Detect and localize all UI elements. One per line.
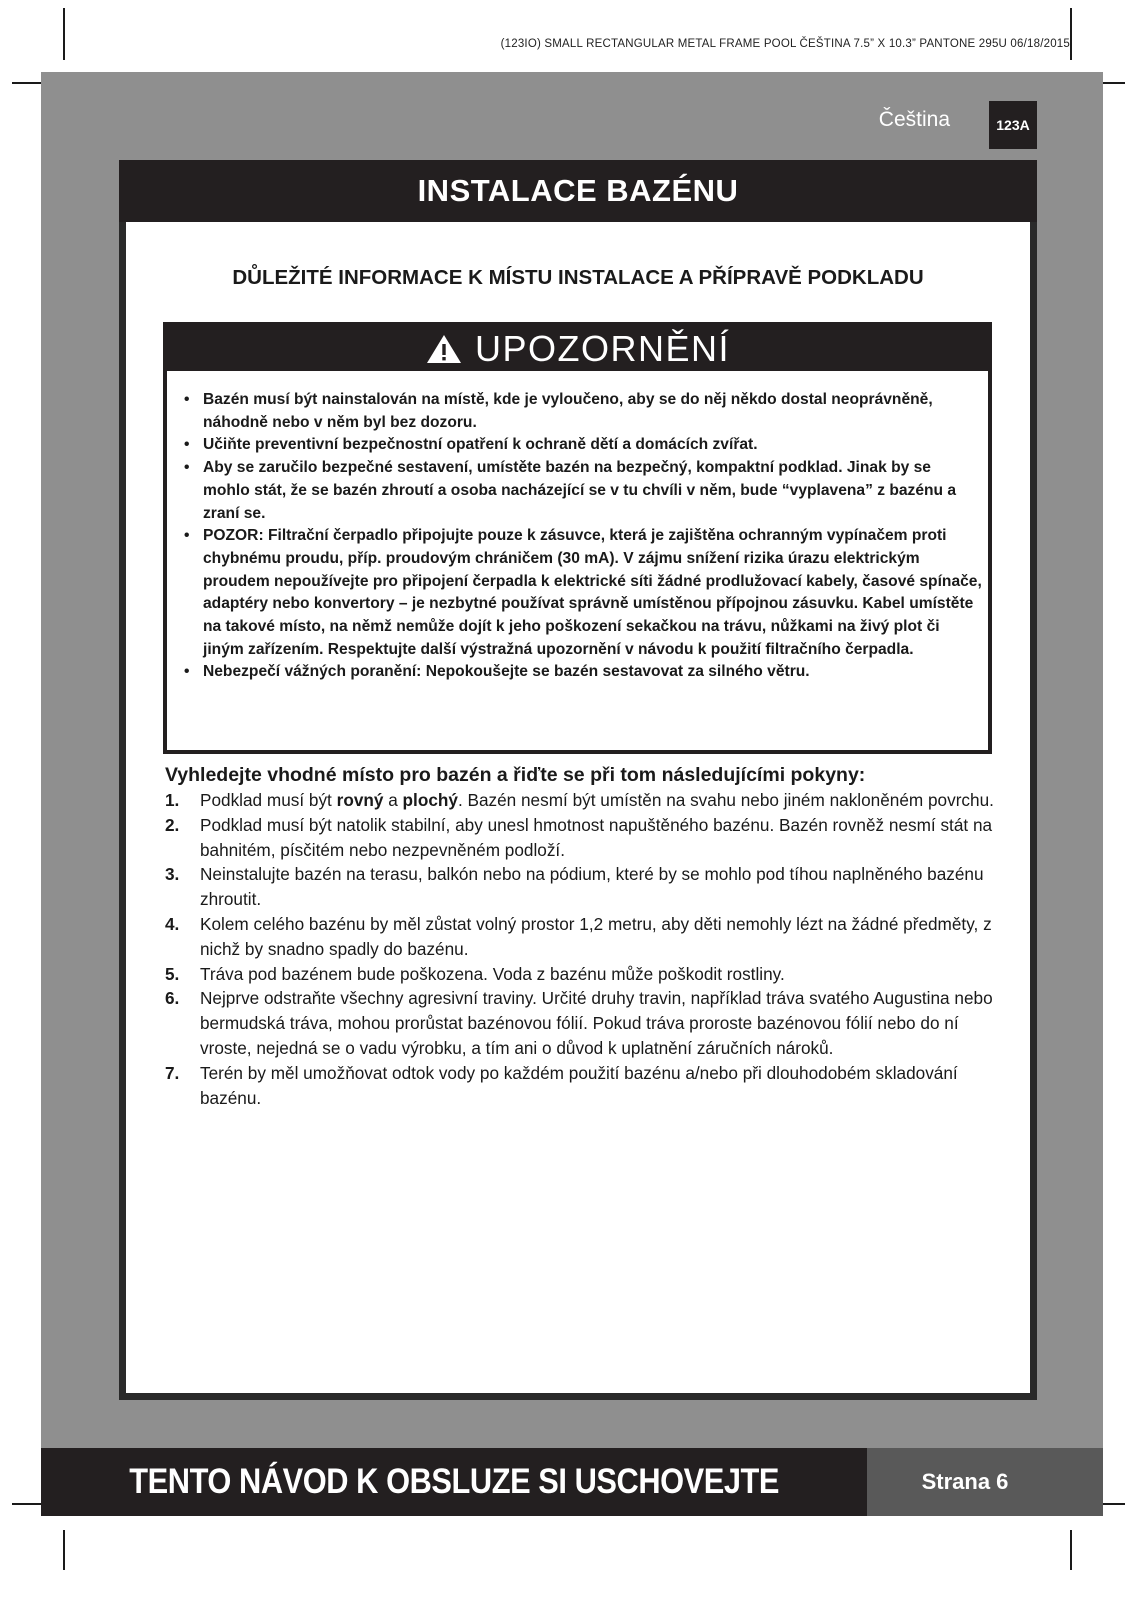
language-code-badge: 123A [989, 101, 1037, 149]
list-item: 5. Tráva pod bazénem bude poškozena. Voda z bazénu může poškodit rostliny. [165, 963, 785, 984]
site-instructions [165, 764, 995, 1110]
keep-manual-banner [41, 1448, 867, 1516]
crop-mark [1070, 1530, 1072, 1570]
list-item: 2. Podklad musí být natolik stabilní, aby unesl hmotnost napuštěného bazénu. Bazén rovněž nesmí stát na bahnitém, písčitém nebo nezpevněném podloží. [165, 814, 993, 860]
warning-box [163, 322, 992, 754]
warning-triangle-icon [425, 333, 463, 365]
crop-mark [1070, 8, 1072, 60]
list-item: 1. Podklad musí být rovný a plochý. Bazén nesmí být umístěn na svahu nebo jiném nakloněném povrchu. [165, 790, 994, 810]
warning-header [167, 326, 988, 371]
list-item: • Bazén musí být nainstalován na místě, kde je vyloučeno, aby se do něj někdo dostal neoprávněně, náhodně nebo v něm byl bez dozoru. [184, 391, 933, 431]
section-subheading: DŮLEŽITÉ INFORMACE K MÍSTU INSTALACE A PŘÍPRAVĚ PODKLADU [232, 266, 924, 289]
list-item: • Nebezpečí vážných poranění: Nepokoušejte se bazén sestavovat za silného větru. [184, 663, 810, 681]
list-item: • Učiňte preventivní bezpečnostní opatření k ochraně dětí a domácích zvířat. [184, 436, 758, 454]
print-info: (123IO) SMALL RECTANGULAR METAL FRAME POOL ČEŠTINA 7.5” X 10.3” PANTONE 295U 06/18/2015 [500, 38, 1070, 50]
list-item: • POZOR: Filtrační čerpadlo připojujte pouze k zásuvce, která je zajištěna ochranným vypínačem proti chybnému proudu, příp. proudovým chráničem (30 mA). V zájmu snížení rizika úrazu elektrickým proudem nepoužívejte pro připojení čerpadla k elektrické síti žádné prodlužovací kabely, časové spínače, adaptéry nebo konvertory – je nezbytné používat správně umístěnou přípojnou zásuvku. Kabel umístěte na takové místo, na němž nemůže dojít k jeho poškození sekačkou na trávu, nůžkami na živý plot či jiným zařízením. Respektujte další výstražná upozornění v návodu k použití filtračního čerpadla. [184, 527, 982, 658]
list-item: • Aby se zaručilo bezpečné sestavení, umístěte bazén na bezpečný, kompaktní podklad. Jinak by se mohlo stát, že se bazén zhroutí a osoba nacházející se v tu chvíli v něm, bude “vyplavena” z bazénu a zraní se. [184, 459, 957, 522]
steps-list [165, 788, 995, 1110]
page-number: Strana 6 [867, 1448, 1103, 1516]
warning-list [167, 371, 988, 684]
language-label: Čeština [878, 108, 950, 131]
page-title: INSTALACE BAZÉNU [119, 160, 1037, 222]
list-item: 6. Nejprve odstraňte všechny agresivní traviny. Určité druhy travin, například tráva svatého Augustina nebo bermudská tráva, mohou prorůstat bazénovou fólií. Pokud tráva proroste bazénovou fólií nebo do ní vroste, nejedná se o vadu výrobku, a tím ani o důvod k uplatnění záručních nároků. [165, 988, 993, 1058]
site-heading: Vyhledejte vhodné místo pro bazén a řiďte se při tom následujícími pokyny: [165, 764, 866, 786]
crop-mark [63, 1530, 65, 1570]
list-item: 3. Neinstalujte bazén na terasu, balkón nebo na pódium, které by se mohlo pod tíhou naplněného bazénu zhroutit. [165, 864, 984, 910]
crop-mark [63, 8, 65, 60]
list-item: 7. Terén by měl umožňovat odtok vody po každém použití bazénu a/nebo při dlouhodobém skladování bazénu. [165, 1062, 958, 1108]
keep-manual-text: TENTO NÁVOD K OBSLUZE SI USCHOVEJTE [129, 1462, 779, 1501]
warning-title: UPOZORNĚNÍ [474, 327, 730, 369]
list-item: 4. Kolem celého bazénu by měl zůstat volný prostor 1,2 metru, aby děti nemohly lézt na žádné předměty, z nichž by snadno spadly do bazénu. [165, 913, 992, 959]
